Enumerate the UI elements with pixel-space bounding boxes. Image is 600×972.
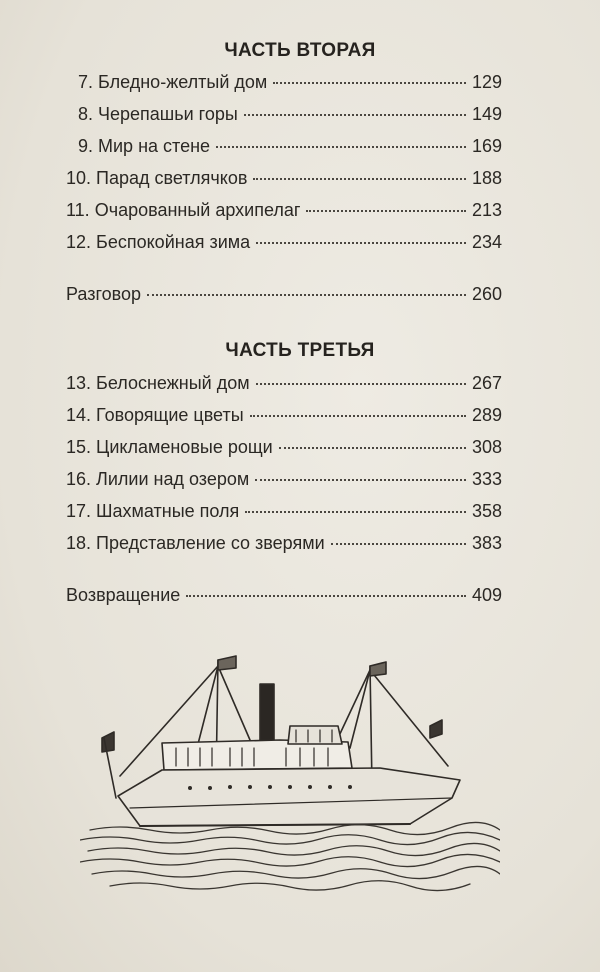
toc-entry-title: 7. Бледно-желтый дом (78, 72, 268, 92)
leader-dots (244, 114, 466, 116)
leader-dots (331, 543, 466, 545)
leader-dots (216, 146, 466, 148)
toc-entry-title: 18. Представление со зверями (66, 533, 325, 553)
toc-entry-title: Возвращение (66, 585, 181, 605)
toc-entry-title: 15. Цикламеновые рощи (66, 437, 273, 457)
leader-dots (256, 242, 466, 244)
toc-entry-title: 17. Шахматные поля (66, 501, 240, 521)
toc-entry-afterword[interactable] (66, 284, 502, 310)
toc-entry-title: Разговор (66, 284, 142, 304)
toc-entry-page: 188 (471, 168, 502, 188)
leader-dots (256, 383, 466, 385)
toc-entry-page: 213 (471, 200, 502, 220)
toc-entry[interactable] (66, 533, 502, 559)
toc-entry[interactable] (66, 168, 502, 194)
toc-entry[interactable] (66, 373, 502, 399)
toc-entry-page: 260 (471, 284, 502, 304)
part-two-title: ЧАСТЬ ВТОРАЯ (224, 40, 376, 61)
toc-entry[interactable] (78, 72, 502, 98)
toc-entry-page: 358 (471, 501, 502, 521)
toc-entry-title: 8. Черепашьи горы (78, 104, 238, 124)
part-three-title: ЧАСТЬ ТРЕТЬЯ (225, 340, 375, 361)
toc-entry[interactable] (66, 437, 502, 463)
toc-entry[interactable] (78, 136, 502, 162)
toc-entry-afterword[interactable] (66, 585, 502, 611)
steamship-icon (80, 648, 500, 898)
toc-entry-page: 289 (471, 405, 502, 425)
toc-entry-page: 129 (471, 72, 502, 92)
toc-entry[interactable] (66, 232, 502, 258)
toc-entry-page: 234 (471, 232, 502, 252)
toc-entry-page: 149 (471, 104, 502, 124)
toc-entry[interactable] (66, 469, 502, 495)
steamship-illustration (80, 648, 500, 898)
toc-entry[interactable] (66, 501, 502, 527)
leader-dots (245, 511, 466, 513)
leader-dots (273, 82, 466, 84)
toc-entry-title: 12. Беспокойная зима (66, 232, 251, 252)
toc-entry[interactable] (66, 200, 502, 226)
toc-entry-title: 14. Говорящие цветы (66, 405, 244, 425)
leader-dots (306, 210, 465, 212)
toc-entry-page: 333 (471, 469, 502, 489)
toc-entry-title: 10. Парад светлячков (66, 168, 248, 188)
leader-dots (147, 294, 466, 296)
toc-entry-page: 267 (471, 373, 502, 393)
toc-entry-title: 16. Лилии над озером (66, 469, 250, 489)
toc-entry[interactable] (78, 104, 502, 130)
toc-entry-page: 308 (471, 437, 502, 457)
toc-entry-title: 9. Мир на стене (78, 136, 211, 156)
toc-entry-page: 169 (471, 136, 502, 156)
toc-entry-title: 13. Белоснежный дом (66, 373, 250, 393)
toc-entry-title: 11. Очарованный архипелаг (66, 200, 301, 220)
leader-dots (279, 447, 466, 449)
toc-entry[interactable] (66, 405, 502, 431)
leader-dots (186, 595, 466, 597)
leader-dots (250, 415, 466, 417)
toc-entry-page: 383 (471, 533, 502, 553)
toc-entry-page: 409 (471, 585, 502, 605)
leader-dots (253, 178, 466, 180)
leader-dots (255, 479, 466, 481)
